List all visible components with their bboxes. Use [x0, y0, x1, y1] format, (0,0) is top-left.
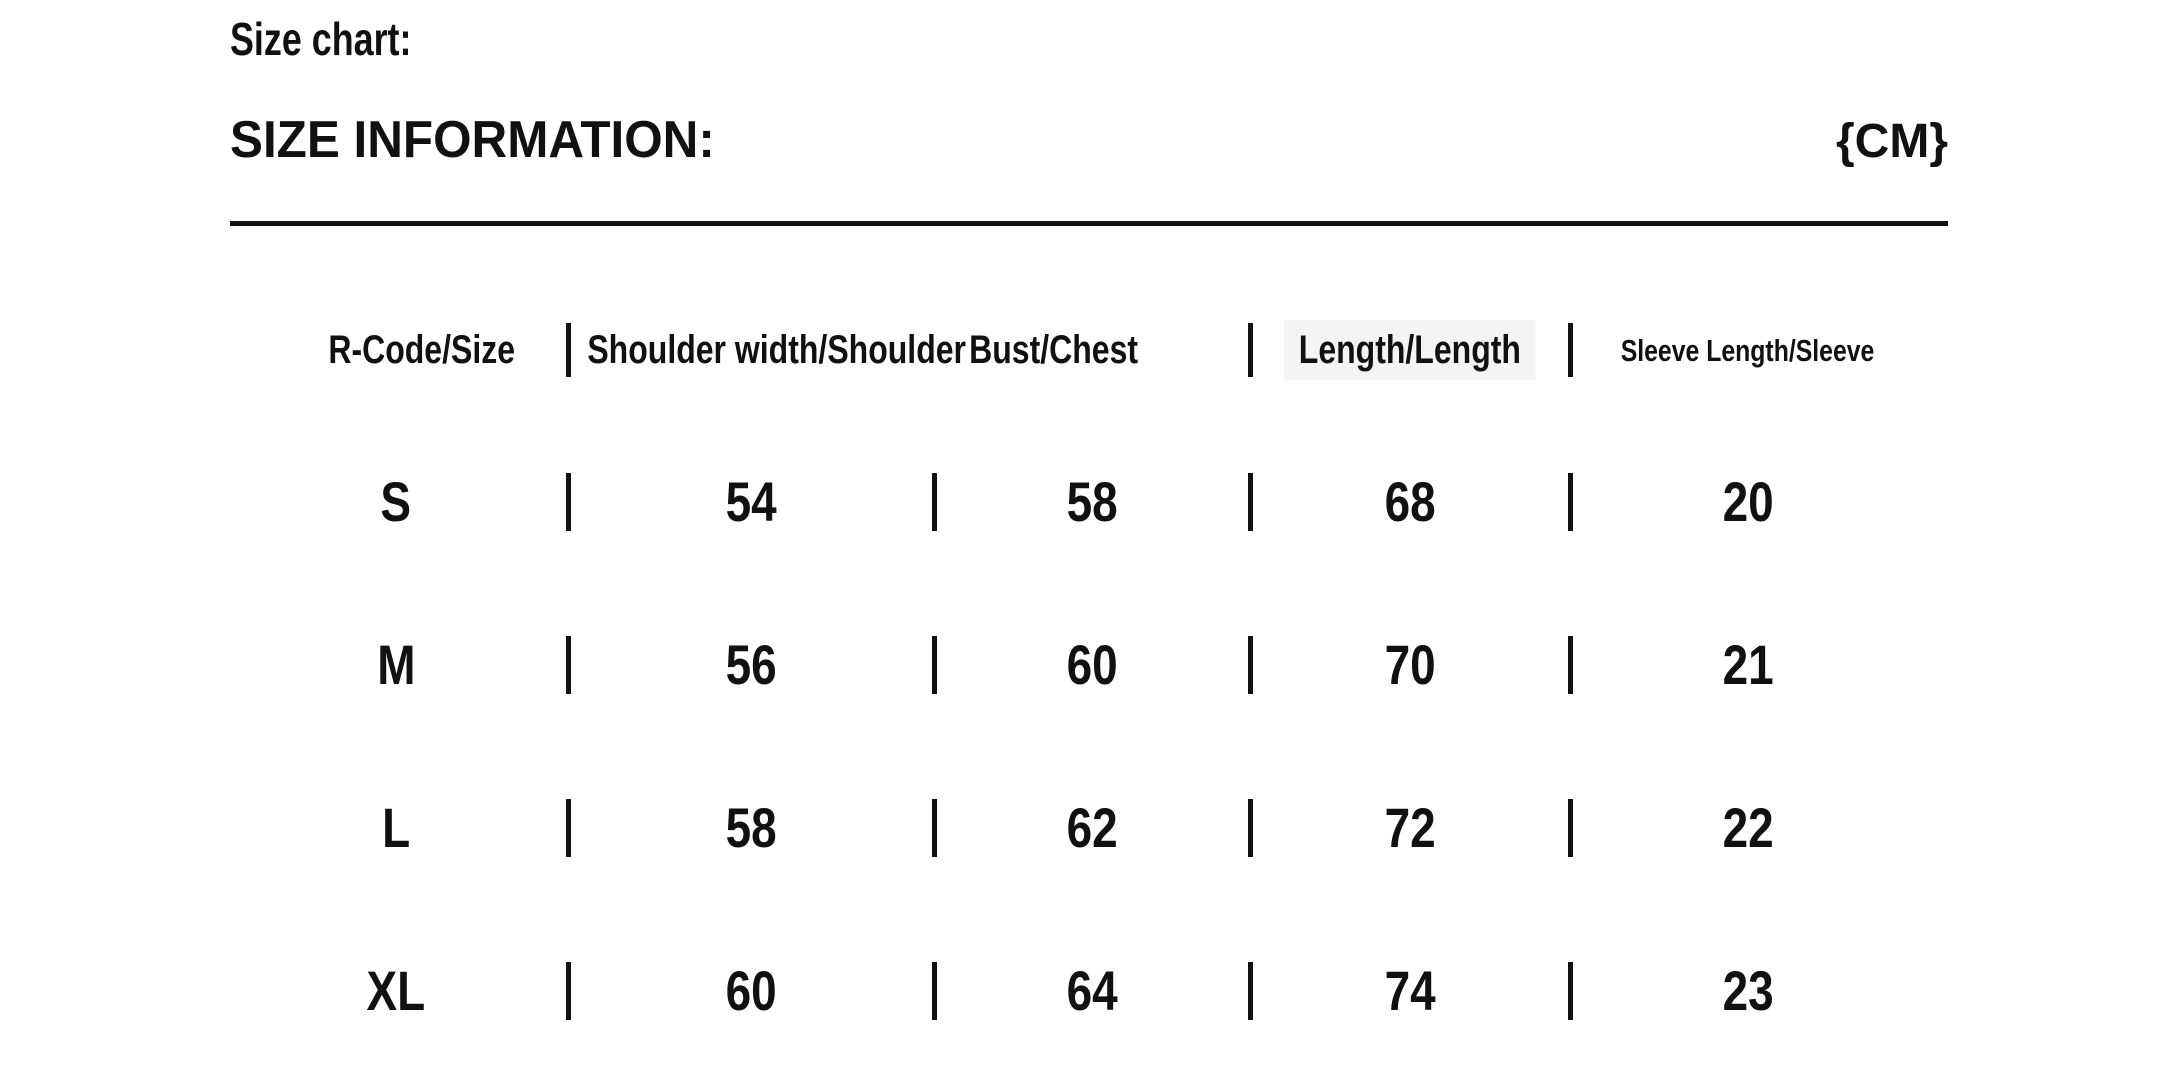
- column-header-size-label: R-Code/Size: [328, 328, 516, 372]
- separator-bar: [932, 799, 937, 857]
- separator-bar: [566, 323, 571, 377]
- table-row-l-length: [1256, 746, 1564, 909]
- column-separator: [928, 909, 940, 1072]
- separator-bar: [1568, 323, 1573, 377]
- table-row-l-size: [230, 746, 562, 909]
- column-header-length-label: Length/Length: [1285, 320, 1536, 380]
- separator-bar: [1248, 962, 1253, 1020]
- table-row-s-sleeve: [1576, 420, 1920, 583]
- column-header-bust: [940, 280, 1244, 420]
- column-separator: [562, 583, 574, 746]
- separator-bar: [566, 636, 571, 694]
- table-row-m-shoulder: [574, 583, 928, 746]
- unit-label: {CM}: [1835, 115, 1948, 168]
- size-label: XL: [366, 958, 426, 1022]
- column-separator: [928, 583, 940, 746]
- column-separator: [562, 909, 574, 1072]
- separator-bar: [1248, 799, 1253, 857]
- measurement-value: 60: [725, 958, 777, 1022]
- measurement-value: 58: [725, 795, 777, 859]
- column-header-bust-label: Bust/Chest: [969, 328, 1139, 372]
- table-row-l-bust: [940, 746, 1244, 909]
- separator-bar: [1568, 636, 1573, 694]
- page-title: Size chart:: [230, 13, 412, 65]
- column-separator: [1564, 746, 1576, 909]
- separator-bar: [932, 636, 937, 694]
- column-separator: [1244, 909, 1256, 1072]
- table-row-l-shoulder: [574, 746, 928, 909]
- size-label: L: [381, 795, 411, 859]
- column-separator: [1244, 280, 1256, 420]
- size-label: S: [380, 469, 412, 533]
- separator-bar: [566, 473, 571, 531]
- separator-bar: [1568, 473, 1573, 531]
- column-separator: [1564, 420, 1576, 583]
- column-separator: [1244, 583, 1256, 746]
- measurement-value: 23: [1722, 958, 1774, 1022]
- table-row-xl-size: [230, 909, 562, 1072]
- table-row-s-bust: [940, 420, 1244, 583]
- column-header-shoulder: [574, 280, 967, 420]
- table-row-xl-shoulder: [574, 909, 928, 1072]
- separator-bar: [1248, 636, 1253, 694]
- measurement-value: 20: [1722, 469, 1774, 533]
- measurement-value: 68: [1384, 469, 1436, 533]
- separator-bar: [932, 473, 937, 531]
- column-separator: [1244, 420, 1256, 583]
- measurement-value: 70: [1384, 632, 1436, 696]
- size-label: M: [376, 632, 416, 696]
- column-separator: [1564, 909, 1576, 1072]
- measurement-value: 60: [1066, 632, 1118, 696]
- column-separator: [562, 280, 574, 420]
- separator-bar: [932, 962, 937, 1020]
- size-table: [230, 280, 1920, 1072]
- column-separator: [562, 746, 574, 909]
- column-separator: [1564, 280, 1576, 420]
- column-header-length: [1256, 280, 1564, 420]
- separator-bar: [1568, 799, 1573, 857]
- table-row-m-length: [1256, 583, 1564, 746]
- separator-bar: [566, 962, 571, 1020]
- measurement-value: 56: [725, 632, 777, 696]
- measurement-value: 62: [1066, 795, 1118, 859]
- measurement-value: 21: [1722, 632, 1774, 696]
- column-separator: [1244, 746, 1256, 909]
- measurement-value: 54: [725, 469, 777, 533]
- separator-bar: [1568, 962, 1573, 1020]
- measurement-value: 74: [1384, 958, 1436, 1022]
- column-separator: [928, 746, 940, 909]
- table-row-m-sleeve: [1576, 583, 1920, 746]
- table-row-m-bust: [940, 583, 1244, 746]
- column-header-sleeve: [1576, 280, 1920, 420]
- divider-rule: [230, 221, 1948, 226]
- measurement-value: 72: [1384, 795, 1436, 859]
- table-row-m-size: [230, 583, 562, 746]
- separator-bar: [566, 799, 571, 857]
- size-information-heading: SIZE INFORMATION:: [230, 111, 715, 169]
- column-separator: [562, 420, 574, 583]
- column-separator: [928, 420, 940, 583]
- table-row-l-sleeve: [1576, 746, 1920, 909]
- table-row-s-length: [1256, 420, 1564, 583]
- table-row-s-size: [230, 420, 562, 583]
- measurement-value: 58: [1066, 469, 1118, 533]
- column-separator: [1564, 583, 1576, 746]
- column-header-size: [230, 280, 562, 420]
- measurement-value: 64: [1066, 958, 1118, 1022]
- table-row-xl-sleeve: [1576, 909, 1920, 1072]
- column-header-shoulder-label: Shoulder width/Shoulder: [587, 328, 967, 372]
- separator-bar: [1248, 473, 1253, 531]
- column-header-sleeve-label: Sleeve Length/Sleeve: [1621, 332, 1875, 368]
- measurement-value: 22: [1722, 795, 1774, 859]
- table-row-s-shoulder: [574, 420, 928, 583]
- table-row-xl-length: [1256, 909, 1564, 1072]
- separator-bar: [1248, 323, 1253, 377]
- table-row-xl-bust: [940, 909, 1244, 1072]
